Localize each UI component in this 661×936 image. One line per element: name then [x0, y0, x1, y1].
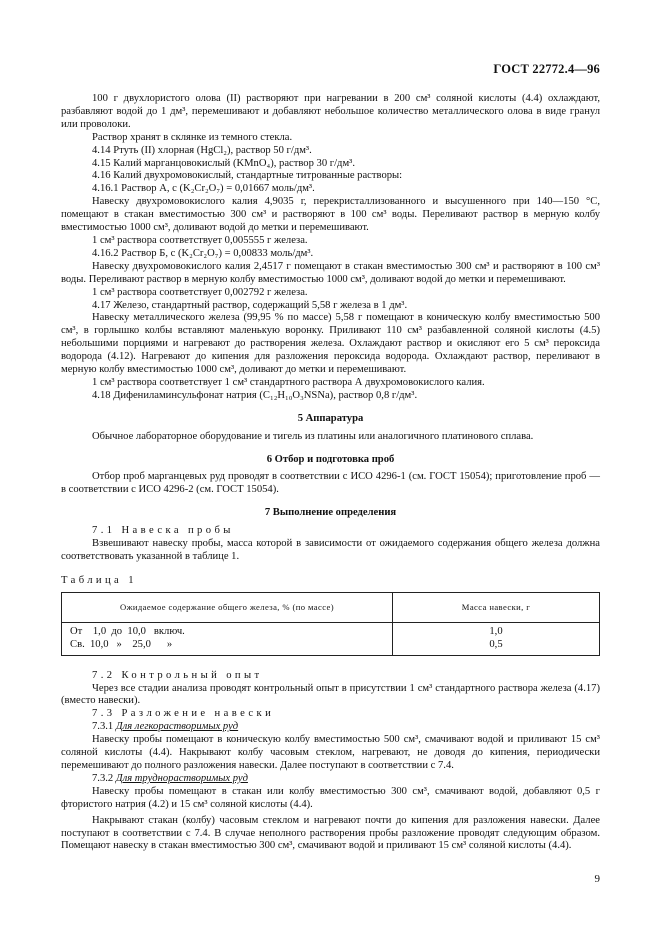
paragraph: Навеску металлического железа (99,95 % по массе) 5,58 г помещают в коническую колбу вместимостью 500 см³, в горлышко колбы вставляют маленькую воронку. Приливают 110 см³ разбавленной соляной кислоты (4.5) небольшими порциями и нагревают до растворения железа. Охлаждают раствор и окисляют его 5 см³ пероксида водорода (4.12). Нагревают до кипения для разложения пероксида водорода. Охлаждают раствор, переливают в мерную колбу вместимостью 1000 см³, доливают до метки и перемешивают.	[61, 312, 600, 376]
paragraph: Обычное лабораторное оборудование и тигель из платины или аналогичного платинового сплава.	[92, 430, 534, 442]
table-cell: Св. 10,0 » 25,0 »	[62, 639, 393, 655]
paragraph: Через все стадии анализа проводят контрольный опыт в присутствии 1 см³ стандартного раствора железа (4.17) (вместо навески).	[61, 682, 600, 707]
paragraph: Навеску двухромовокислого калия 4,9035 г, перекристаллизованного и высушенного при 140—150 °С, помещают в стакан вместимостью 300 см³ и растворяют в 100 см³ воды. Переливают раствор в мерную колбу вместимостью 1000 см³, доливают водой до метки и перемешивают.	[61, 196, 600, 234]
table-cell: От 1,0 до 10,0 включ.	[62, 622, 393, 638]
paragraph: 4.16 Калий двухромовокислый, стандартные титрованные растворы:	[92, 170, 403, 182]
paragraph: Накрывают стакан (колбу) часовым стеклом и нагревают почти до кипения для разложения навески. Далее поступают в соответствии с 7.4. В случае неполного растворения пробы разложение проводят следующим образом. Помещают навеску в стакан вместимостью 300 см³, смачивают водой и приливают 15 см³ соляной кислоты (4.4).	[61, 814, 600, 852]
paragraph: 4.14 Ртуть (II) хлорная (HgCl₂), раствор 50 г/дм³.	[92, 144, 312, 156]
paragraph: 100 г двухлористого олова (II) растворяют при нагревании в 200 см³ соляной кислоты (4.4) охлаждают, разбавляют водой до 1 дм³, перемешивают и добавляют небольшое количество металлического олова в виде гранул или проволоки.	[61, 93, 600, 130]
subsection-heading: 7.1 Навеска пробы	[92, 525, 234, 537]
section-heading: 7 Выполнение определения	[264, 507, 397, 519]
paragraph: 4.16.2 Раствор Б, c (K₂Cr₂O₇) = 0,00833 моль/дм³.	[92, 247, 314, 259]
document-header: ГОСТ 22772.4—96	[493, 62, 600, 76]
table-cell: 0,5	[393, 639, 600, 655]
document-body	[61, 93, 600, 853]
subsection-number: 7.3.1	[92, 721, 114, 733]
subsection-heading	[61, 721, 600, 734]
section-heading: 6 Отбор и подготовка проб	[266, 453, 395, 465]
table-header-cell: Ожидаемое содержание общего железа, % (по массе)	[62, 592, 393, 622]
table-caption: Таблица 1	[61, 574, 137, 586]
table-1	[61, 592, 600, 656]
table-header-cell: Масса навески, г	[393, 592, 600, 622]
table-cell: 1,0	[393, 622, 600, 638]
subsection-number: 7.3.2	[92, 772, 114, 784]
table-row	[62, 639, 600, 655]
paragraph: 4.15 Калий марганцовокислый (KMnO₄), раствор 30 г/дм³.	[92, 157, 355, 169]
paragraph: Взвешивают навеску пробы, масса которой в зависимости от ожидаемого содержания общего железа должна соответствовать указанной в таблице 1.	[61, 538, 600, 562]
table-row	[62, 622, 600, 638]
section-heading: 5 Аппаратура	[297, 412, 364, 424]
subsection-title: Для легкорастворимых руд	[115, 721, 239, 733]
subsection-heading: 7.3 Разложение навески	[92, 708, 275, 720]
paragraph: 4.16.1 Раствор А, c (K₂Cr₂O₇) = 0,01667 моль/дм³.	[92, 183, 315, 195]
paragraph: Отбор проб марганцевых руд проводят в соответствии с ИСО 4296-1 (см. ГОСТ 15054); приготовление проб — в соответствии с ИСО 4296-2 (см. ГОСТ 15054).	[61, 471, 600, 496]
paragraph: Навеску пробы помещают в стакан или колбу вместимостью 300 см³, смачивают водой, добавляют 0,5 г фтористого натрия (4.2) и 15 см³ соляной кислоты (4.4).	[61, 785, 600, 810]
paragraph: 1 см³ раствора соответствует 0,005555 г железа.	[92, 234, 308, 246]
paragraph: Навеску пробы помещают в коническую колбу вместимостью 500 см³, смачивают водой и приливают 15 см³ соляной кислоты (4.4). Накрывают колбу часовым стеклом, нагревают, не доводя до кипения, периодически перемешивают до полного разложения навески. Далее поступают в соответствии с 7.4.	[61, 734, 600, 771]
paragraph: 4.18 Дифениламинсульфонат натрия (C₁₂H₁₀O₃NSNa), раствор 0,8 г/дм³.	[92, 389, 418, 401]
paragraph: 4.17 Железо, стандартный раствор, содержащий 5,58 г железа в 1 дм³.	[92, 299, 408, 311]
page-number: 9	[594, 873, 600, 885]
paragraph: Навеску двухромовокислого калия 2,4517 г помещают в стакан вместимостью 300 см³ и растворяют в 100 см³ воды. Переливают раствор в мерную колбу вместимостью 1000 см³, доливают водой до метки и перемешивают.	[61, 260, 600, 285]
subsection-heading: 7.2 Контрольный опыт	[92, 669, 263, 681]
paragraph: Раствор хранят в склянке из темного стекла.	[92, 131, 293, 143]
subsection-title: Для труднорастворимых руд	[115, 772, 248, 784]
subsection-heading	[61, 773, 600, 786]
paragraph: 1 см³ раствора соответствует 1 см³ стандартного раствора А двухромовокислого калия.	[92, 376, 485, 388]
paragraph: 1 см³ раствора соответствует 0,002792 г железа.	[92, 286, 308, 298]
